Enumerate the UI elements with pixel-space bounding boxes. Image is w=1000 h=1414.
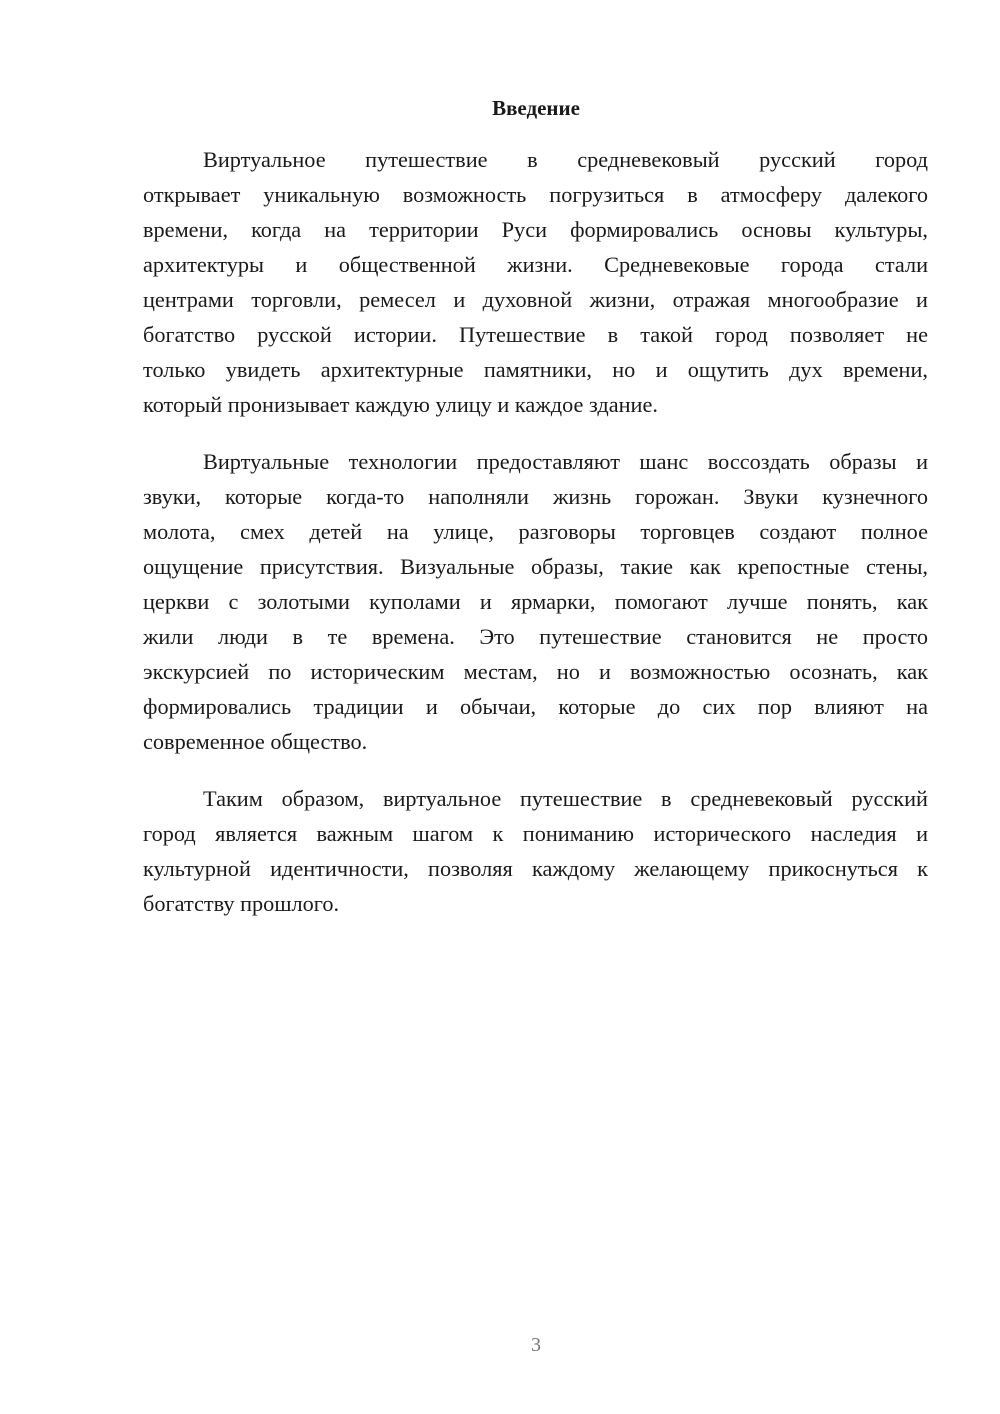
text-line: молота, смех детей на улице, разговоры торговцев создают полное	[143, 519, 928, 544]
page-number: 3	[531, 1334, 541, 1356]
text-line: открывает уникальную возможность погрузиться в атмосферу далекого	[143, 182, 928, 207]
text-line: жили люди в те времена. Это путешествие становится не просто	[143, 624, 928, 649]
paragraph	[143, 142, 928, 422]
text-line: экскурсией по историческим местам, но и возможностью осознать, как	[143, 659, 928, 684]
text-line: архитектуры и общественной жизни. Средневековые города стали	[143, 252, 928, 277]
document-body	[143, 142, 928, 943]
text-line: звуки, которые когда-то наполняли жизнь горожан. Звуки кузнечного	[143, 484, 928, 509]
paragraph	[143, 781, 928, 921]
text-line: богатству прошлого.	[143, 891, 340, 916]
text-line: формировались традиции и обычаи, которые до сих пор влияют на	[143, 694, 928, 719]
text-line: времени, когда на территории Руси формировались основы культуры,	[143, 217, 928, 242]
paragraph	[143, 444, 928, 759]
text-line: современное общество.	[143, 729, 368, 754]
text-line: богатство русской истории. Путешествие в такой город позволяет не	[143, 322, 928, 347]
text-line: город является важным шагом к пониманию исторического наследия и	[143, 821, 928, 846]
text-line: церкви с золотыми куполами и ярмарки, помогают лучше понять, как	[143, 589, 928, 614]
text-line: Виртуальное путешествие в средневековый русский город	[203, 147, 928, 172]
text-line: Таким образом, виртуальное путешествие в средневековый русский	[203, 786, 928, 811]
section-title: Введение	[492, 96, 580, 120]
text-line: ощущение присутствия. Визуальные образы, такие как крепостные стены,	[143, 554, 928, 579]
text-line: культурной идентичности, позволяя каждому желающему прикоснуться к	[143, 856, 928, 881]
text-line: который пронизывает каждую улицу и каждое здание.	[143, 392, 658, 417]
text-line: Виртуальные технологии предоставляют шанс воссоздать образы и	[203, 449, 928, 474]
text-line: центрами торговли, ремесел и духовной жизни, отражая многообразие и	[143, 287, 928, 312]
text-line: только увидеть архитектурные памятники, но и ощутить дух времени,	[143, 357, 928, 382]
